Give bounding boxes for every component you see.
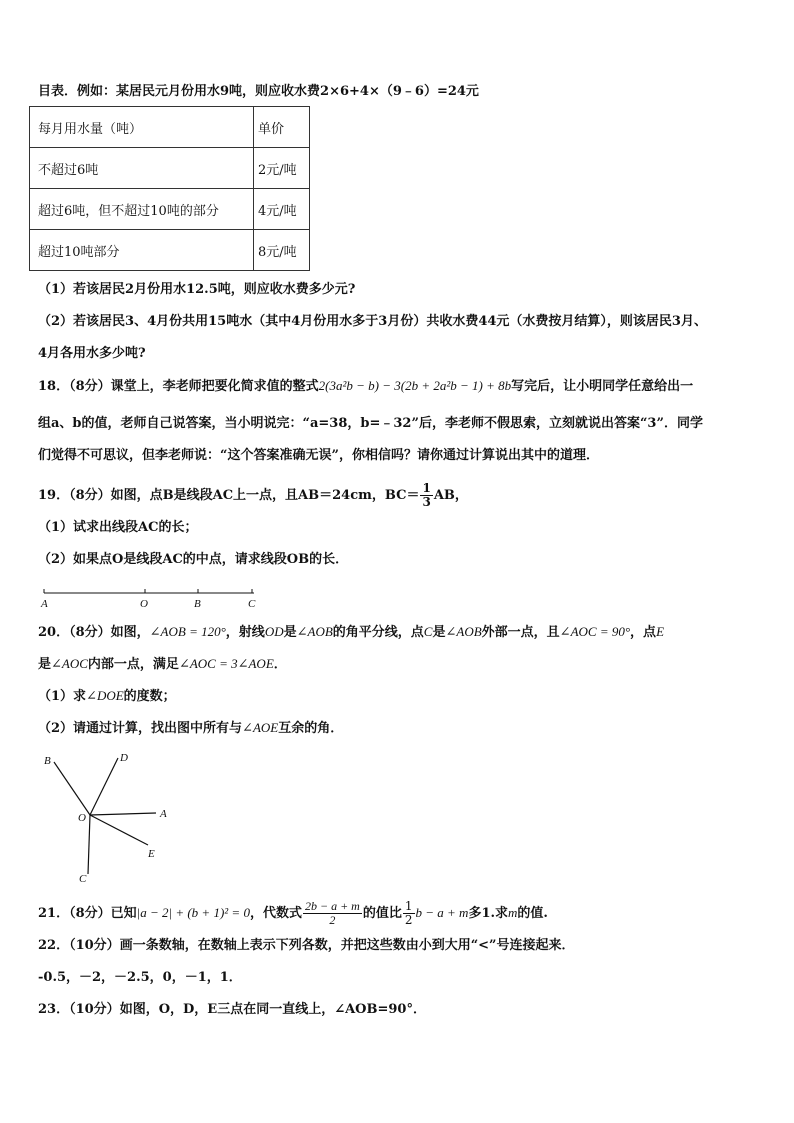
ray-oc [88, 815, 90, 874]
q20-text-g: ，点 [630, 625, 657, 640]
fig-label-e: E [148, 848, 155, 860]
q21-text-c: 的值比 [362, 906, 402, 921]
table-cell: 8元/吨 [254, 230, 310, 271]
q20-text-e: 是 [432, 625, 446, 640]
table-row [30, 189, 310, 230]
q19-part2: （2）如果点O是线段AC的中点，请求线段OB的长． [38, 552, 349, 567]
fig-label-c: C [79, 873, 87, 885]
q17-part1: （1）若该居民2月份用水12.5吨，则应收水费多少元? [38, 282, 356, 297]
q19-fraction [420, 482, 432, 509]
q19-segment-figure [38, 584, 278, 614]
fig-label-a: A [160, 808, 167, 820]
q19-frac-num: 1 [422, 481, 431, 495]
q20-line2-b: 内部一点，满足 [87, 657, 179, 672]
q20-aob: ∠AOB [296, 624, 333, 639]
q21-f1-num: 2b − a + m [304, 899, 360, 913]
q20-point-e: E [656, 624, 665, 639]
q20-doe: ∠DOE [86, 688, 124, 703]
q20-text-c: 是 [283, 625, 297, 640]
q20-aoc: ∠AOC [51, 656, 88, 671]
q20-aoe: ∠AOE [242, 720, 279, 735]
q21-f1-den: 2 [329, 913, 336, 927]
q21-fraction-1 [303, 900, 362, 927]
q22-label: 22．（10分） [38, 938, 120, 953]
q22-line1 [38, 938, 575, 954]
q19-label: 19．（8分） [38, 488, 111, 503]
table-cell: 超过6吨，但不超过10吨的部分 [30, 189, 254, 230]
q18-text-a: 课堂上，李老师把要化简求值的整式 [110, 379, 319, 394]
q19-text: 如图，点B是线段AC上一点，且AB＝24cm，BC＝ [110, 488, 420, 503]
q23-line1 [38, 1002, 426, 1018]
q21-f2-num: 1 [404, 899, 413, 913]
q20-p1-b: 的度数； [123, 689, 176, 704]
fig-label-o: O [78, 812, 86, 824]
q18-line3: 们觉得不可思议，但李老师说：“这个答案准确无误”，你相信吗？请你通过计算说出其中的道理． [38, 448, 599, 463]
q21-text-e: 的值. [517, 906, 548, 921]
q20-line2 [38, 656, 287, 673]
q20-line2-c: ． [273, 657, 287, 672]
q21-f2-den: 2 [404, 913, 413, 927]
table-header-cell: 单价 [254, 107, 310, 148]
table-cell: 超过10吨部分 [30, 230, 254, 271]
q22-numbers: -0.5，－2，－2.5，0，－1，1． [38, 970, 242, 985]
q21-expr2: b − a + m [415, 905, 469, 920]
q20-line2-a: 是 [38, 657, 52, 672]
water-fee-table [29, 106, 310, 271]
ray-ob [54, 762, 90, 815]
q20-text-d: 的角平分线，点 [332, 625, 424, 640]
q21-fraction-2 [403, 900, 415, 927]
q21-text-b: ，代数式 [249, 906, 302, 921]
q20-text-a: 如图， [110, 625, 150, 640]
q20-point-c: C [423, 624, 433, 639]
ray-oe [90, 815, 148, 845]
q20-line1 [38, 624, 664, 641]
q23-text: 如图，O，D，E三点在同一直线上，∠AOB=90°． [119, 1002, 426, 1017]
fig-label-b: B [44, 755, 51, 767]
table-header-cell: 每月用水量（吨） [30, 107, 254, 148]
q21-line1 [38, 900, 548, 927]
intro-text: 目表．例如：某居民元月份用水9吨，则应收水费2×6+4×（9﹣6）=24元 [38, 84, 479, 99]
q21-m: m [508, 905, 518, 920]
q20-relation: ∠AOC = 3∠AOE [178, 656, 274, 671]
table-header-row [30, 107, 310, 148]
q19-part1: （1）试求出线段AC的长； [38, 520, 198, 535]
point-label-b: B [194, 598, 201, 610]
q18-expression: 2(3a²b − b) − 3(2b + 2a²b − 1) + 8b [318, 378, 512, 393]
q20-angle-aob: ∠AOB = 120° [149, 624, 226, 639]
q19-frac-den: 3 [422, 495, 431, 509]
q20-label: 20．（8分） [38, 625, 111, 640]
point-label-a: A [41, 598, 48, 610]
q22-text: 画一条数轴，在数轴上表示下列各数，并把这些数由小到大用“<”号连接起来． [119, 938, 575, 953]
point-label-o: O [140, 598, 148, 610]
q20-text-f: 外部一点，且 [481, 625, 560, 640]
q20-angle-figure [38, 748, 188, 888]
ray-od [90, 758, 118, 815]
point-label-c: C [248, 598, 256, 610]
q20-angle-aoc: ∠AOC = 90° [559, 624, 631, 639]
q21-text-a: 已知 [110, 906, 137, 921]
table-cell: 不超过6吨 [30, 148, 254, 189]
q18-text-b: 写完后，让小明同学任意给出一 [511, 379, 694, 394]
q21-condition: |a − 2| + (b + 1)² = 0 [136, 905, 250, 920]
q20-part2 [38, 720, 343, 737]
q20-p1-a: （1）求 [38, 689, 87, 704]
table-cell: 2元/吨 [254, 148, 310, 189]
q20-p2-b: 互余的角． [278, 721, 344, 736]
q17-part3: 4月各用水多少吨? [38, 346, 146, 361]
q18-line1 [38, 378, 693, 395]
q17-part2: （2）若该居民3、4月份共用15吨水（其中4月份用水多于3月份）共收水费44元（水费按月结算），则该居民3月、 [38, 314, 707, 329]
ray-oa [90, 813, 156, 815]
q23-label: 23．（10分） [38, 1002, 120, 1017]
q20-part1 [38, 688, 176, 705]
table-cell: 4元/吨 [254, 189, 310, 230]
q19-line1 [38, 482, 468, 509]
q19-text-end: AB， [433, 488, 468, 503]
fig-label-d: D [120, 752, 128, 764]
q18-label: 18．（8分） [38, 379, 111, 394]
q21-text-d: 多1.求 [468, 906, 509, 921]
q21-label: 21．（8分） [38, 906, 111, 921]
q20-aob-2: ∠AOB [445, 624, 482, 639]
q18-line2: 组a、b的值，老师自己说答案，当小明说完：“a=38，b=﹣32”后，李老师不假思索，立刻就说出答案“3”．同学 [38, 416, 703, 431]
q20-text-b: ，射线 [225, 625, 265, 640]
q20-p2-a: （2）请通过计算，找出图中所有与 [38, 721, 243, 736]
table-row [30, 230, 310, 271]
table-row [30, 148, 310, 189]
q20-ray-od: OD [264, 624, 284, 639]
